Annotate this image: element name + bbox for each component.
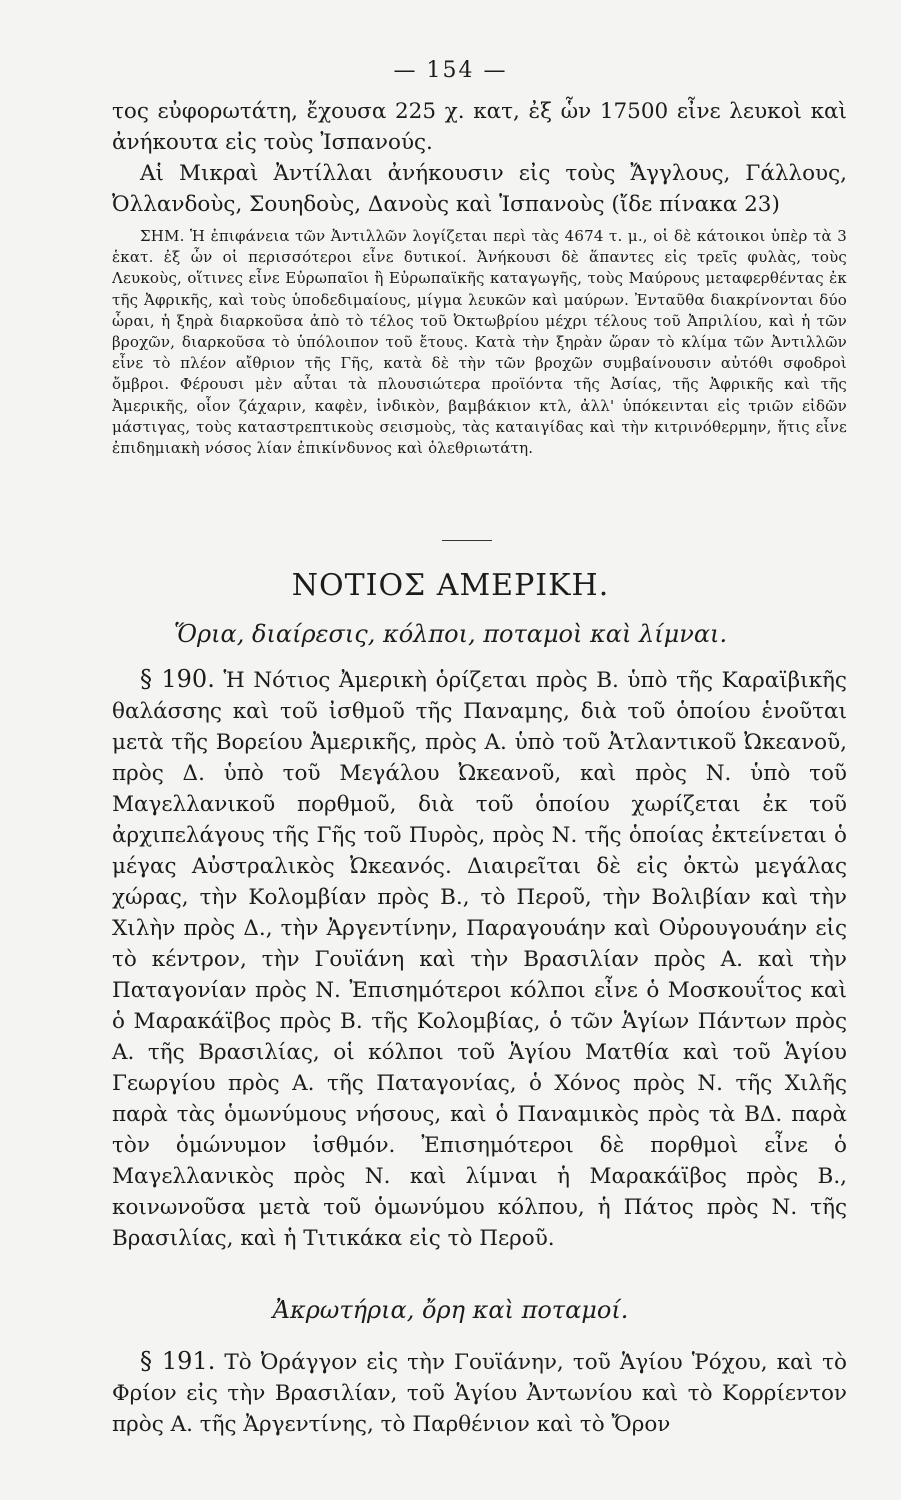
- section-title: ΝΟΤΙΟΣ ΑΜΕΡΙΚΗ.: [291, 568, 610, 603]
- continuation-paragraph: τος εὐφορωτάτη, ἔχουσα 225 χ. κατ, ἐξ ὧν 17500 εἶνε λευκοὶ καὶ ἀνήκουτα εἰς τοὺς Ἰσπανούς.: [112, 99, 847, 155]
- section-number: § 190.: [140, 665, 215, 693]
- antilles-paragraph: Αἱ Μικραὶ Ἀντίλλαι ἀνήκουσιν εἰς τοὺς Ἄγγλους, Γάλλους, Ὀλλανδοὺς, Σουηδοὺς, Δανοὺς καὶ Ἱσπανοὺς (ἴδε πίνακα 23): [112, 161, 847, 217]
- note-paragraph: [112, 226, 847, 459]
- section-text: Ἡ Νότιος Ἀμερικὴ ὁρίζεται πρὸς Β. ὑπὸ τῆς Καραϊβικῆς θαλάσσης καὶ τοῦ ἰσθμοῦ τῆς Παναμης, διὰ τοῦ ὁποίου ἑνοῦται μετὰ τῆς Βορείου Ἀμερικῆς, πρὸς Α. ὑπὸ τοῦ Ἀτλαντικοῦ Ὠκεανοῦ, πρὸς Δ. ὑπὸ τοῦ Μεγάλου Ὠκεανοῦ, καὶ πρὸς Ν. ὑπὸ τοῦ Μαγελλανικοῦ πορθμοῦ, διὰ τοῦ ὁποίου χωρίζεται ἐκ τοῦ ἀρχιπελάγους τῆς Γῆς τοῦ Πυρὸς, πρὸς Ν. τῆς ὁποίας ἐκτείνεται ὁ μέγας Αὐστραλικὸς Ὠκεανός. Διαιρεῖται δὲ εἰς ὀκτὼ μεγάλας χώρας, τὴν Κολομβίαν πρὸς Β., τὸ Περοῦ, τὴν Βολιβίαν καὶ τὴν Χιλὴν πρὸς Δ., τὴν Ἀργεντίνην, Παραγουάην καὶ Οὐρουγουάην εἰς τὸ κέντρον, τὴν Γουϊάνη καὶ τὴν Βρασιλίαν πρὸς Α. καὶ τὴν Παταγονίαν πρὸς Ν. Ἐπισημότεροι κόλποι εἶνε ὁ Μοσκουΐτος καὶ ὁ Μαρακάϊβος πρὸς Β. τῆς Κολομβίας, ὁ τῶν Ἁγίων Πάντων πρὸς Α. τῆς Βρασιλίας, οἱ κόλποι τοῦ Ἁγίου Ματθία καὶ τοῦ Ἁγίου Γεωργίου πρὸς Α. τῆς Παταγονίας, ὁ Χόνος πρὸς Ν. τῆς Χιλῆς παρὰ τὰς ὁμωνύμους νήσους, καὶ ὁ Παναμικὸς πρὸς τὰ ΒΔ. παρὰ τὸν ὁμώνυμον ἰσθμόν. Ἐπισημότεροι δὲ πορθμοὶ εἶνε ὁ Μαγελλανικὸς πρὸς Ν. καὶ λίμναι ἡ Μαρακάϊβος πρὸς Β., κοινωνοῦσα μετὰ τοῦ ὁμωνύμου κόλπου, ἡ Πάτος πρὸς Ν. τῆς Βρασιλίας, καὶ ἡ Τιτικάκα εἰς τὸ Περοῦ.: [112, 668, 847, 1251]
- note-text: ΣΗΜ. Ἡ ἐπιφάνεια τῶν Ἀντιλλῶν λογίζεται περὶ τὰς 4674 τ. μ., οἱ δὲ κάτοικοι ὑπὲρ τὰ 3 ἑκατ. ἐξ ὧν οἱ περισσότεροι εἶνε δυτικοί. Ἀνήκουσι δὲ ἅπαντες εἰς τρεῖς φυλὰς, τοὺς Λευκοὺς, οἵτινες εἶνε Εὐρωπαῖοι ἢ Εὐρωπαϊκῆς καταγωγῆς, τοὺς Μαύρους μεταφερθέντας ἐκ τῆς Ἀφρικῆς, καὶ τοὺς ὑποδεδιμαίους, μίγμα λευκῶν καὶ μαύρων. Ἐνταῦθα διακρίνονται δύο ὧραι, ἡ ξηρὰ διαρκοῦσα ἀπὸ τὸ τέλος τοῦ Ὀκτωβρίου μέχρι τέλους τοῦ Ἀπριλίου, καὶ ἡ τῶν βροχῶν, διαρκοῦσα τὸ ὑπόλοιπον τοῦ ἔτους. Κατὰ τὴν ξηρὰν ὥραν τὸ κλίμα τῶν Ἀντιλλῶν εἶνε τὸ πλέον αἴθριον τῆς Γῆς, κατὰ δὲ τὴν τῶν βροχῶν συμβαίνουσιν αὐτόθι σφοδροὶ ὄμβροι. Φέρουσι μὲν αὗται τὰ πλουσιώτερα προϊόντα τῆς Ἀσίας, τῆς Ἀφρικῆς καὶ τῆς Ἀμερικῆς, οἷον ζάχαριν, καφὲν, ἰνδικὸν, βαμβάκιον κτλ, ἀλλ' ὑπόκεινται εἰς τριῶν εἰδῶν μάστιγας, τοὺς καταστρεπτικοὺς σεισμοὺς, τὰς καταιγίδας καὶ τὴν κιτρινόθερμην, ἥτις εἶνε ἐπιδημιακὴ νόσος λίαν ἐπικίνδυνος καὶ ὀλεθριωτάτη.: [112, 227, 847, 458]
- section-text: Τὸ Ὀράγγον εἰς τὴν Γουϊάνην, τοῦ Ἁγίου Ῥόχου, καὶ τὸ Φρίον εἰς τὴν Βρασιλίαν, τοῦ Ἁγίου Ἀντωνίου καὶ τὸ Κορρίεντον πρὸς Α. τῆς Ἀργεντίνης, τὸ Παρθένιον καὶ τὸ Ὄρον: [112, 1350, 847, 1437]
- section-divider: [442, 540, 492, 541]
- section-subtitle: Ὅρια, διαίρεσις, κόλποι, ποταμοὶ καὶ λίμναι.: [173, 620, 728, 648]
- section-subtitle-2: Ἀκρωτήρια, ὄρη καὶ ποταμοί.: [272, 1296, 629, 1324]
- section-190: [112, 664, 847, 1254]
- top-paragraphs: [112, 96, 847, 220]
- page-number: — 154 —: [393, 58, 508, 83]
- section-number: § 191.: [140, 1347, 216, 1375]
- section-191: [112, 1346, 847, 1440]
